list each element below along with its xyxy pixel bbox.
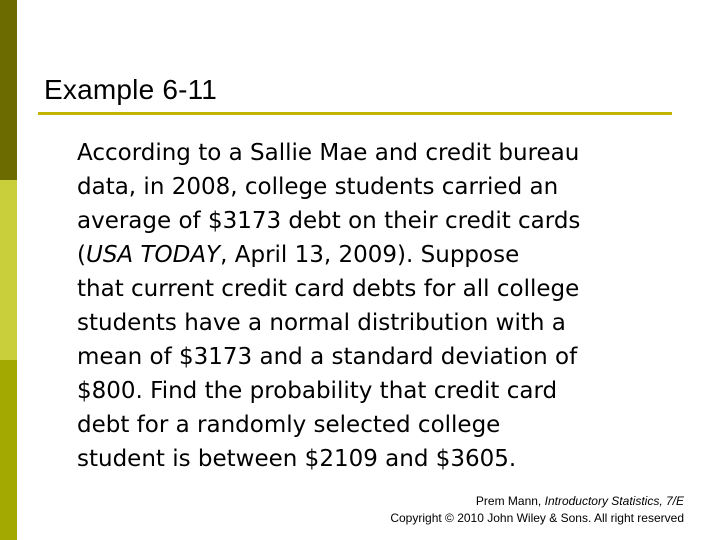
body-line: data, in 2008, college students carried an — [77, 174, 559, 200]
body-line-source — [77, 238, 702, 272]
slide-title: Example 6-11 — [44, 74, 218, 105]
footer-copyright: Copyright © 2010 John Wiley & Sons. All right reserved — [390, 511, 684, 525]
footer-book: Introductory Statistics, 7/E — [544, 494, 684, 508]
body-line: student is between $2109 and $3605. — [77, 446, 517, 472]
body-line: $800. Find the probability that credit card — [77, 378, 558, 404]
sidebar-stripe-bottom — [0, 360, 17, 540]
source-date: , April 13, 2009). Suppose — [220, 242, 520, 268]
body-line: mean of $3173 and a standard deviation of — [77, 344, 578, 370]
sidebar-stripe-top — [0, 0, 17, 180]
body-line: that current credit card debts for all college — [77, 276, 580, 302]
body-line: According to a Sallie Mae and credit bureau — [77, 140, 580, 166]
footer-citation — [390, 493, 684, 510]
slide-body — [77, 136, 702, 476]
title-underline — [38, 112, 672, 115]
source-name: USA TODAY — [85, 242, 221, 268]
footer-author: Prem Mann, — [475, 494, 545, 508]
body-line: average of $3173 debt on their credit cards — [77, 208, 581, 234]
slide-footer — [390, 493, 684, 527]
sidebar-stripe-middle — [0, 180, 17, 360]
body-line: debt for a randomly selected college — [77, 412, 501, 438]
body-line: students have a normal distribution with a — [77, 310, 566, 336]
paren-open: ( — [77, 242, 86, 268]
